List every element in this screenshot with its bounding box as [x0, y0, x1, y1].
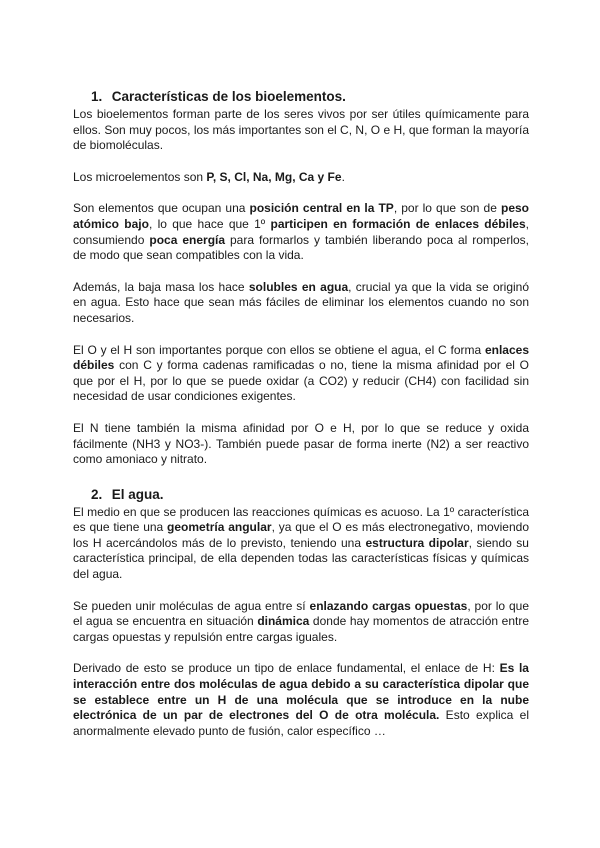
s2-paragraph-3: Derivado de esto se produce un tipo de enlace fundamental, el enlace de H: Es la interacción entre dos moléculas de agua debido a su característica dipolar que se establece entre un H de una molécula que se introduce en la nube electrónica de un par de electrones del O de otra molécula. Esto explica el anormalmente elevado punto de fusión, calor específico … [73, 661, 529, 738]
s1-paragraph-1: Los bioelementos forman parte de los seres vivos por ser útiles químicamente para ellos. Son muy pocos, los más importantes son el C, N, O e H, que forman la mayoría de biomoléculas. [73, 107, 529, 153]
s1-paragraph-5: El O y el H son importantes porque con ellos se obtiene el agua, el C forma enlaces débiles con C y forma cadenas ramificadas o no, tiene la misma afinidad por el O que por el H, por lo que se puede oxidar (a CO2) y reducir (CH4) con facilidad sin necesidad de usar condiciones exigentes. [73, 342, 529, 404]
section-1-number: 1. [91, 89, 103, 104]
s2-paragraph-2: Se pueden unir moléculas de agua entre sí enlazando cargas opuestas, por lo que el agua se encuentra en situación dinámica donde hay momentos de atracción entre cargas opuestas y repulsión entre cargas iguales. [73, 598, 529, 644]
s1-paragraph-3: Son elementos que ocupan una posición central en la TP, por lo que son de peso atómico bajo, lo que hace que 1º participen en formación de enlaces débiles, consumiendo poca energía para formarlos y también liberando poca al romperlos, de modo que sean compatibles con la vida. [73, 201, 529, 263]
document-page [73, 88, 529, 739]
section-1-heading [91, 88, 529, 105]
s1-paragraph-4: Además, la baja masa los hace solubles en agua, crucial ya que la vida se originó en agua. Esto hace que sean más fáciles de eliminar los elementos cuando no son necesarios. [73, 279, 530, 325]
s1-paragraph-2: Los microelementos son P, S, Cl, Na, Mg, Ca y Fe. [73, 169, 345, 184]
s1-paragraph-6: El N tiene también la misma afinidad por O e H, por lo que se reduce y oxida fácilmente (NH3 y NO3-). También puede pasar de forma inerte (N2) a ser reactivo como amoniaco y nitrato. [73, 420, 529, 467]
section-1-title: Características de los bioelementos. [111, 89, 346, 104]
section-2-number: 2. [91, 486, 103, 502]
s2-paragraph-1: El medio en que se producen las reacciones químicas es acuoso. La 1º característica es que tiene una geometría angular, ya que el O es más electronegativo, moviendo los H acercándolos más de lo previsto, teniendo una estructura dipolar, siendo su característica principal, de ella dependen todas las características físicas y químicas del agua. [73, 504, 529, 582]
section-2-heading [91, 486, 529, 503]
section-2-title: El agua. [111, 486, 164, 502]
